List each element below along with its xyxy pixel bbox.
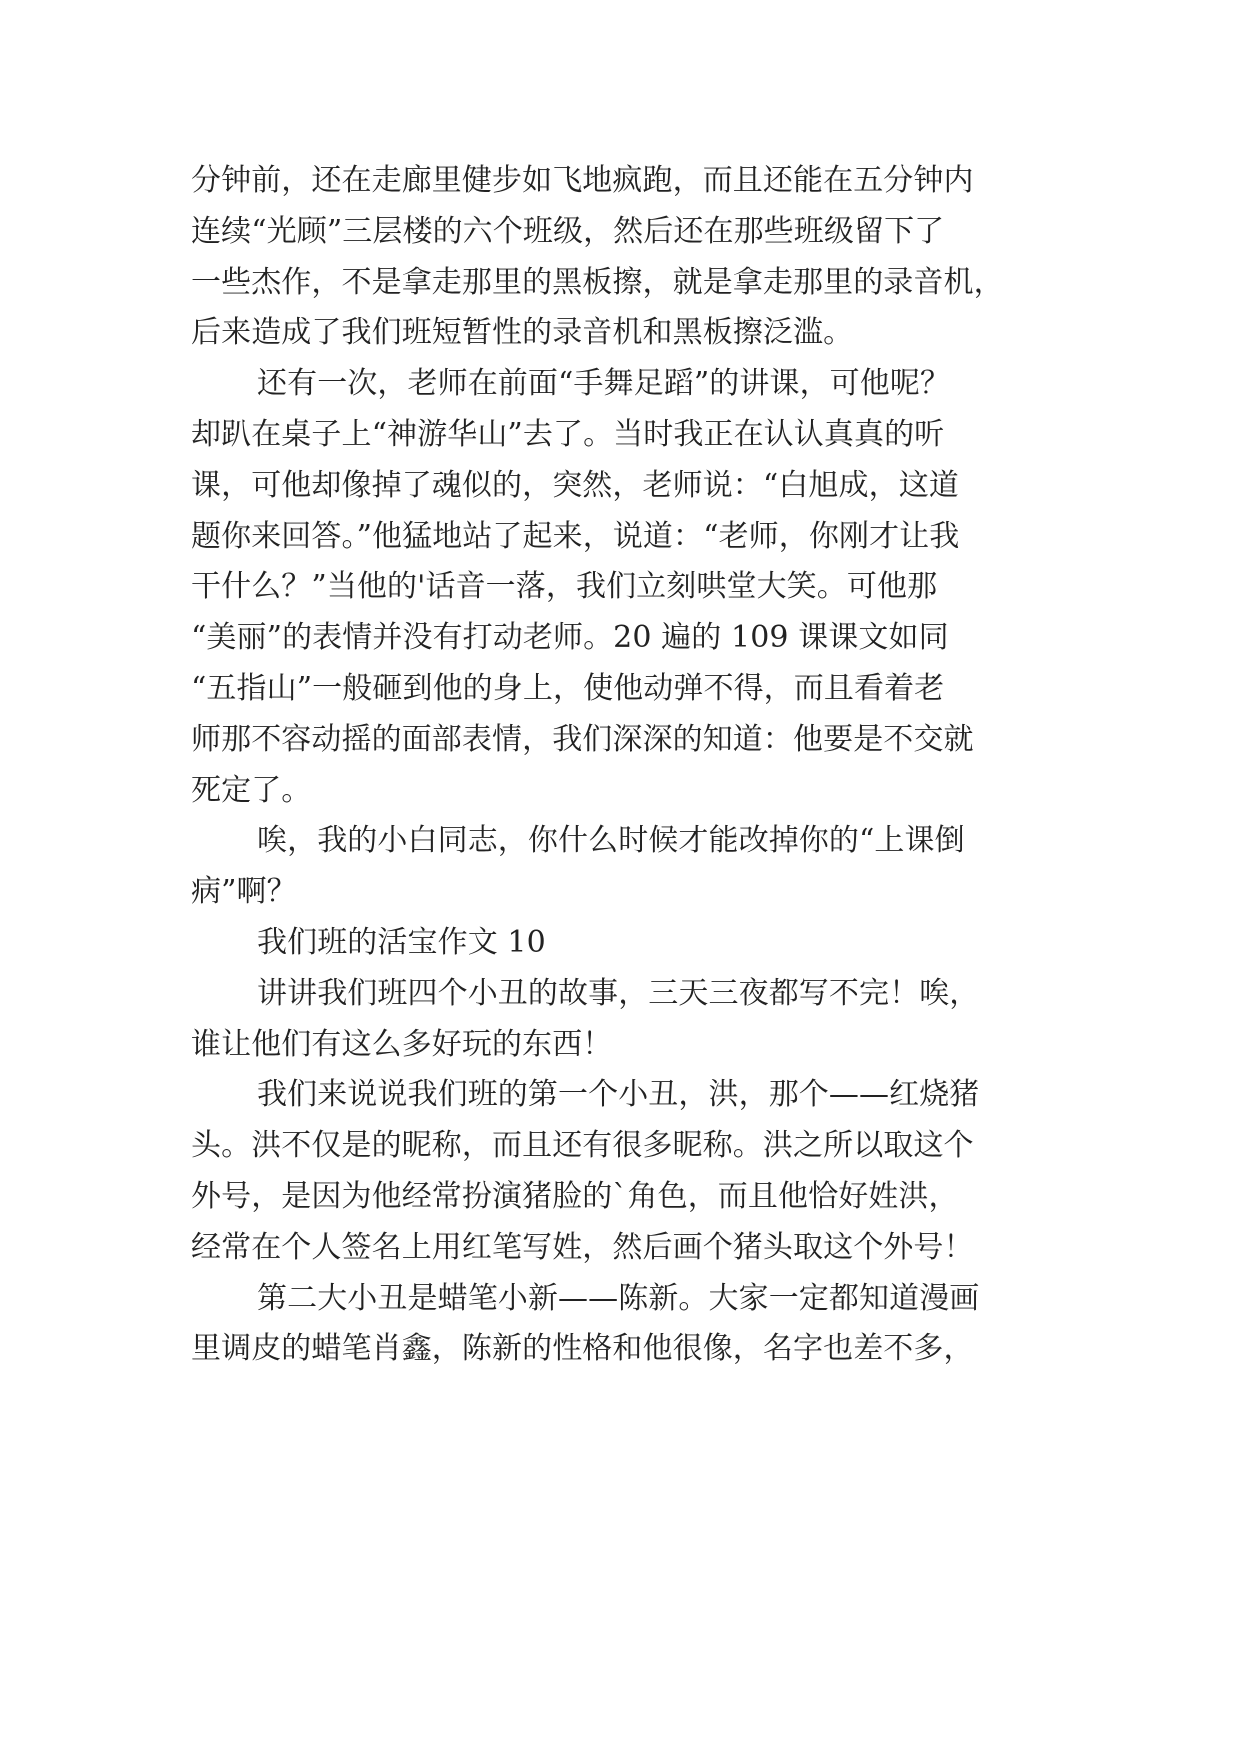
- text-line: 讲讲我们班四个小丑的故事，三天三夜都写不完！唉，: [257, 975, 980, 1011]
- text-line: 分钟前，还在走廊里健步如飞地疯跑，而且还能在五分钟内: [191, 163, 974, 198]
- text-line: 后来造成了我们班短暂性的录音机和黑板擦泛滥。: [191, 315, 854, 351]
- body-text: [191, 156, 1071, 1375]
- text-line: 我们来说说我们班的第一个小丑，洪，那个——红烧猪: [257, 1077, 980, 1113]
- section-heading: 我们班的活宝作文 10: [257, 924, 546, 960]
- text-line: 还有一次，老师在前面“手舞足蹈”的讲课，可他呢？: [257, 366, 951, 402]
- text-line: 谁让他们有这么多好玩的东西！: [191, 1026, 613, 1062]
- text-line: 第二大小丑是蜡笔小新——陈新。大家一定都知道漫画: [257, 1280, 980, 1316]
- text-line: 唉，我的小白同志，你什么时候才能改掉你的“上课倒: [257, 823, 965, 859]
- text-line: 里调皮的蜡笔肖鑫，陈新的性格和他很像，名字也差不多，: [191, 1331, 974, 1367]
- text-line: 题你来回答。”他猛地站了起来，说道：“老师，你刚才让我: [191, 518, 960, 554]
- text-line: “美丽”的表情并没有打动老师。20 遍的 109 课课文如同: [191, 620, 949, 656]
- text-line: 头。洪不仅是的昵称，而且还有很多昵称。洪之所以取这个: [191, 1128, 974, 1164]
- text-line: 课，可他却像掉了魂似的，突然，老师说：“白旭成，这道: [191, 467, 959, 503]
- text-line: 连续“光顾”三层楼的六个班级，然后还在那些班级留下了: [191, 213, 945, 249]
- text-line: 一些杰作，不是拿走那里的黑板擦，就是拿走那里的录音机，: [191, 264, 1004, 300]
- text-line: “五指山”一般砸到他的身上，使他动弹不得，而且看着老: [191, 670, 945, 706]
- text-line: 死定了。: [191, 772, 312, 808]
- text-line: 干什么？”当他的'话音一落，我们立刻哄堂大笑。可他那: [191, 569, 938, 605]
- text-line: 却趴在桌子上“神游华山”去了。当时我正在认认真真的听: [191, 416, 945, 452]
- text-line: 师那不容动摇的面部表情，我们深深的知道：他要是不交就: [191, 721, 974, 757]
- text-line: 外号，是因为他经常扮演猪脸的`角色，而且他恰好姓洪，: [191, 1178, 959, 1214]
- text-line: 病”啊？: [191, 874, 297, 910]
- text-line: 经常在个人签名上用红笔写姓，然后画个猪头取这个外号！: [191, 1229, 974, 1265]
